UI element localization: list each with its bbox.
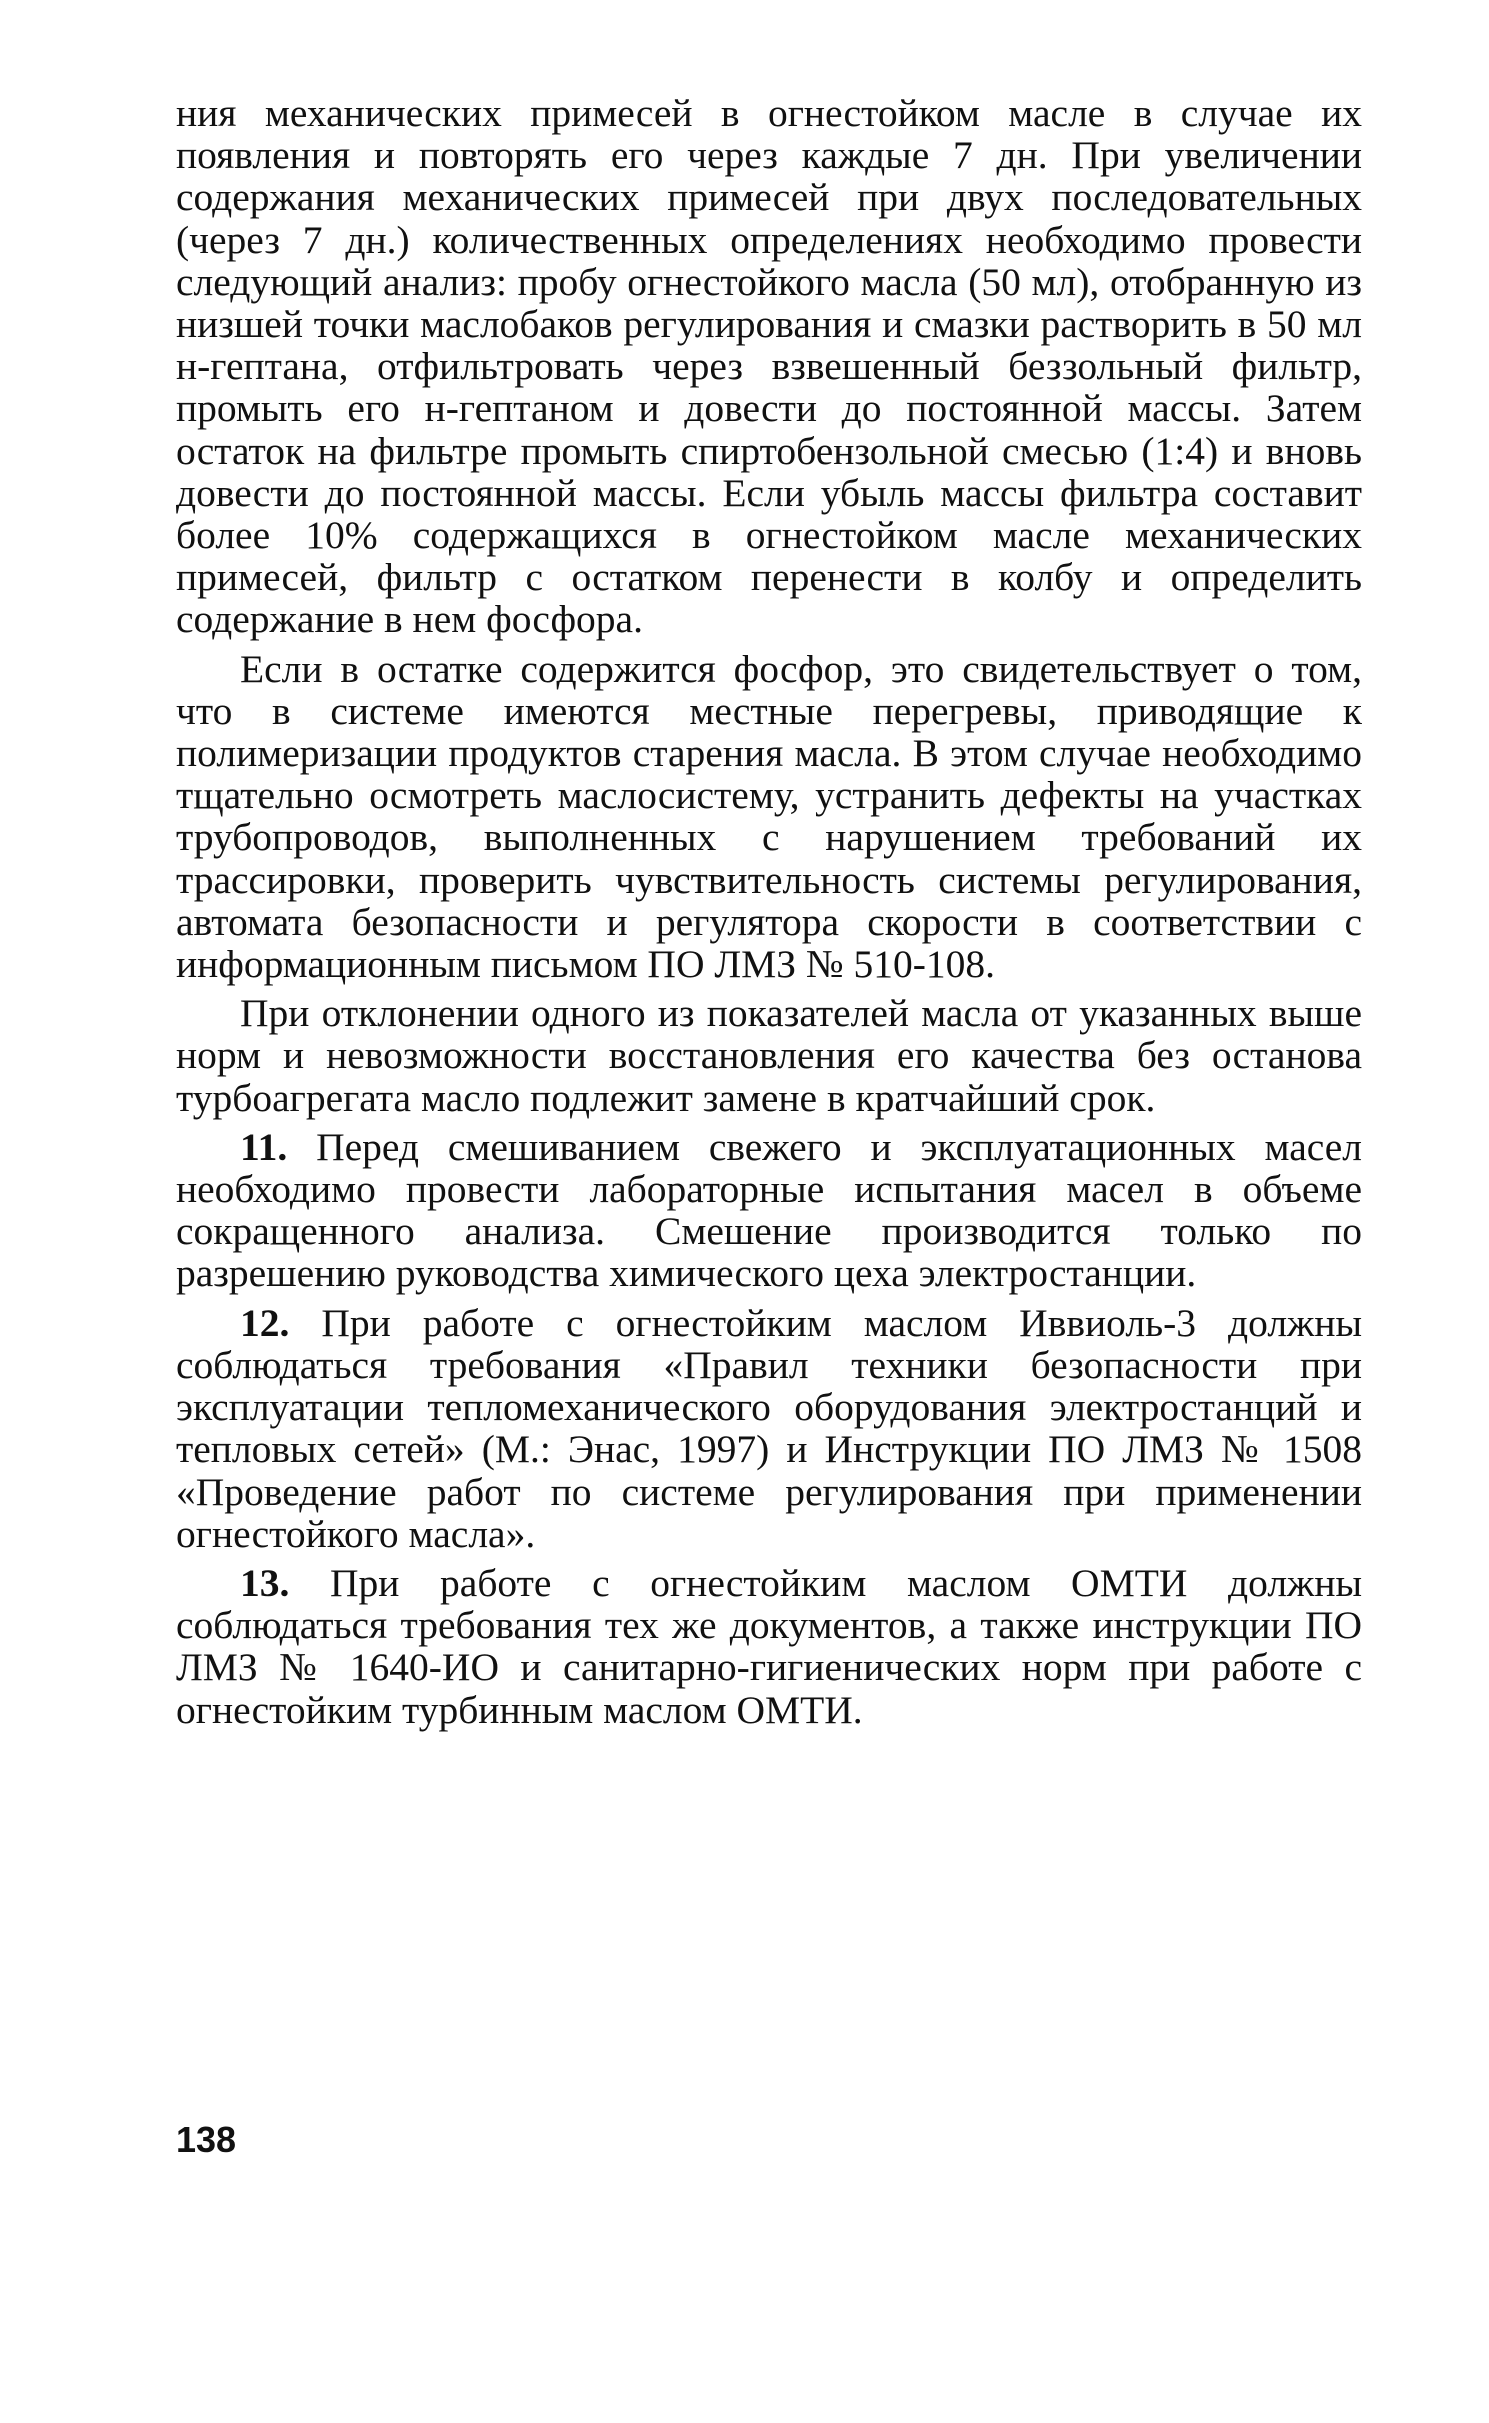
item-11-text: Перед смешиванием свежего и эксплуатационных масел необходимо провести лабораторные испытания масел в объеме сокращенного анализа. Смешение производится только по разрешению руководства химического цеха электростанции. bbox=[176, 1124, 1362, 1296]
body-text bbox=[176, 92, 1362, 1738]
item-12-text: При работе с огнестойким маслом Иввиоль-3 должны соблюдаться требования «Правил техники безопасности при эксплуатации тепломеханического оборудования электростанций и тепловых сетей» (М.: Энас, 1997) и Инструкции ПО ЛМЗ № 1508 «Проведение работ по системе регулирования при применении огнестойкого масла». bbox=[176, 1300, 1362, 1556]
item-13-number: 13. bbox=[240, 1560, 290, 1605]
item-11-number: 11. bbox=[240, 1124, 288, 1169]
paragraph-continuation: ния механических примесей в огнестойком масле в случае их появления и повторять его через каждые 7 дн. При увеличении содержания механических примесей при двух последовательных (через 7 дн.) количественных определениях необходимо провести следующий анализ: пробу огнестойкого масла (50 мл), отобранную из низшей точки маслобаков регулирования и смазки растворить в 50 мл н-гептана, отфильтровать через взвешенный беззольный фильтр, промыть его н-гептаном и довести до постоянной массы. Затем остаток на фильтре промыть спиртобензольной смесью (1:4) и вновь довести до постоянной массы. Если убыль массы фильтра составит более 10% содержащихся в огнестойком масле механических примесей, фильтр с остатком перенести в колбу и определить содержание в нем фосфора. bbox=[176, 91, 1362, 642]
item-11 bbox=[176, 1126, 1362, 1295]
page-number: 138 bbox=[176, 2119, 237, 2160]
item-13 bbox=[176, 1562, 1362, 1731]
paragraph-phosphorus-residue: Если в остатке содержится фосфор, это свидетельствует о том, что в системе имеются местные перегревы, приводящие к полимеризации продуктов старения масла. В этом случае необходимо тщательно осмотреть маслосистему, устранить дефекты на участках трубопроводов, выполненных с нарушением требований их трассировки, проверить чувствительность системы регулирования, автомата безопасности и регулятора скорости в соответствии с информационным письмом ПО ЛМЗ № 510-108. bbox=[176, 646, 1362, 987]
item-13-text: При работе с огнестойким маслом ОМТИ должны соблюдаться требования тех же документов, а также инструкции ПО ЛМЗ № 1640-ИО и санитарно-гигиенических норм при работе с огнестойким турбинным маслом ОМТИ. bbox=[176, 1560, 1362, 1732]
item-12 bbox=[176, 1302, 1362, 1555]
paragraph-oil-replacement: При отклонении одного из показателей масла от указанных выше норм и невозможности восстановления его качества без останова турбоагрегата масло подлежит замене в кратчайший срок. bbox=[176, 991, 1362, 1120]
item-12-number: 12. bbox=[240, 1300, 290, 1345]
